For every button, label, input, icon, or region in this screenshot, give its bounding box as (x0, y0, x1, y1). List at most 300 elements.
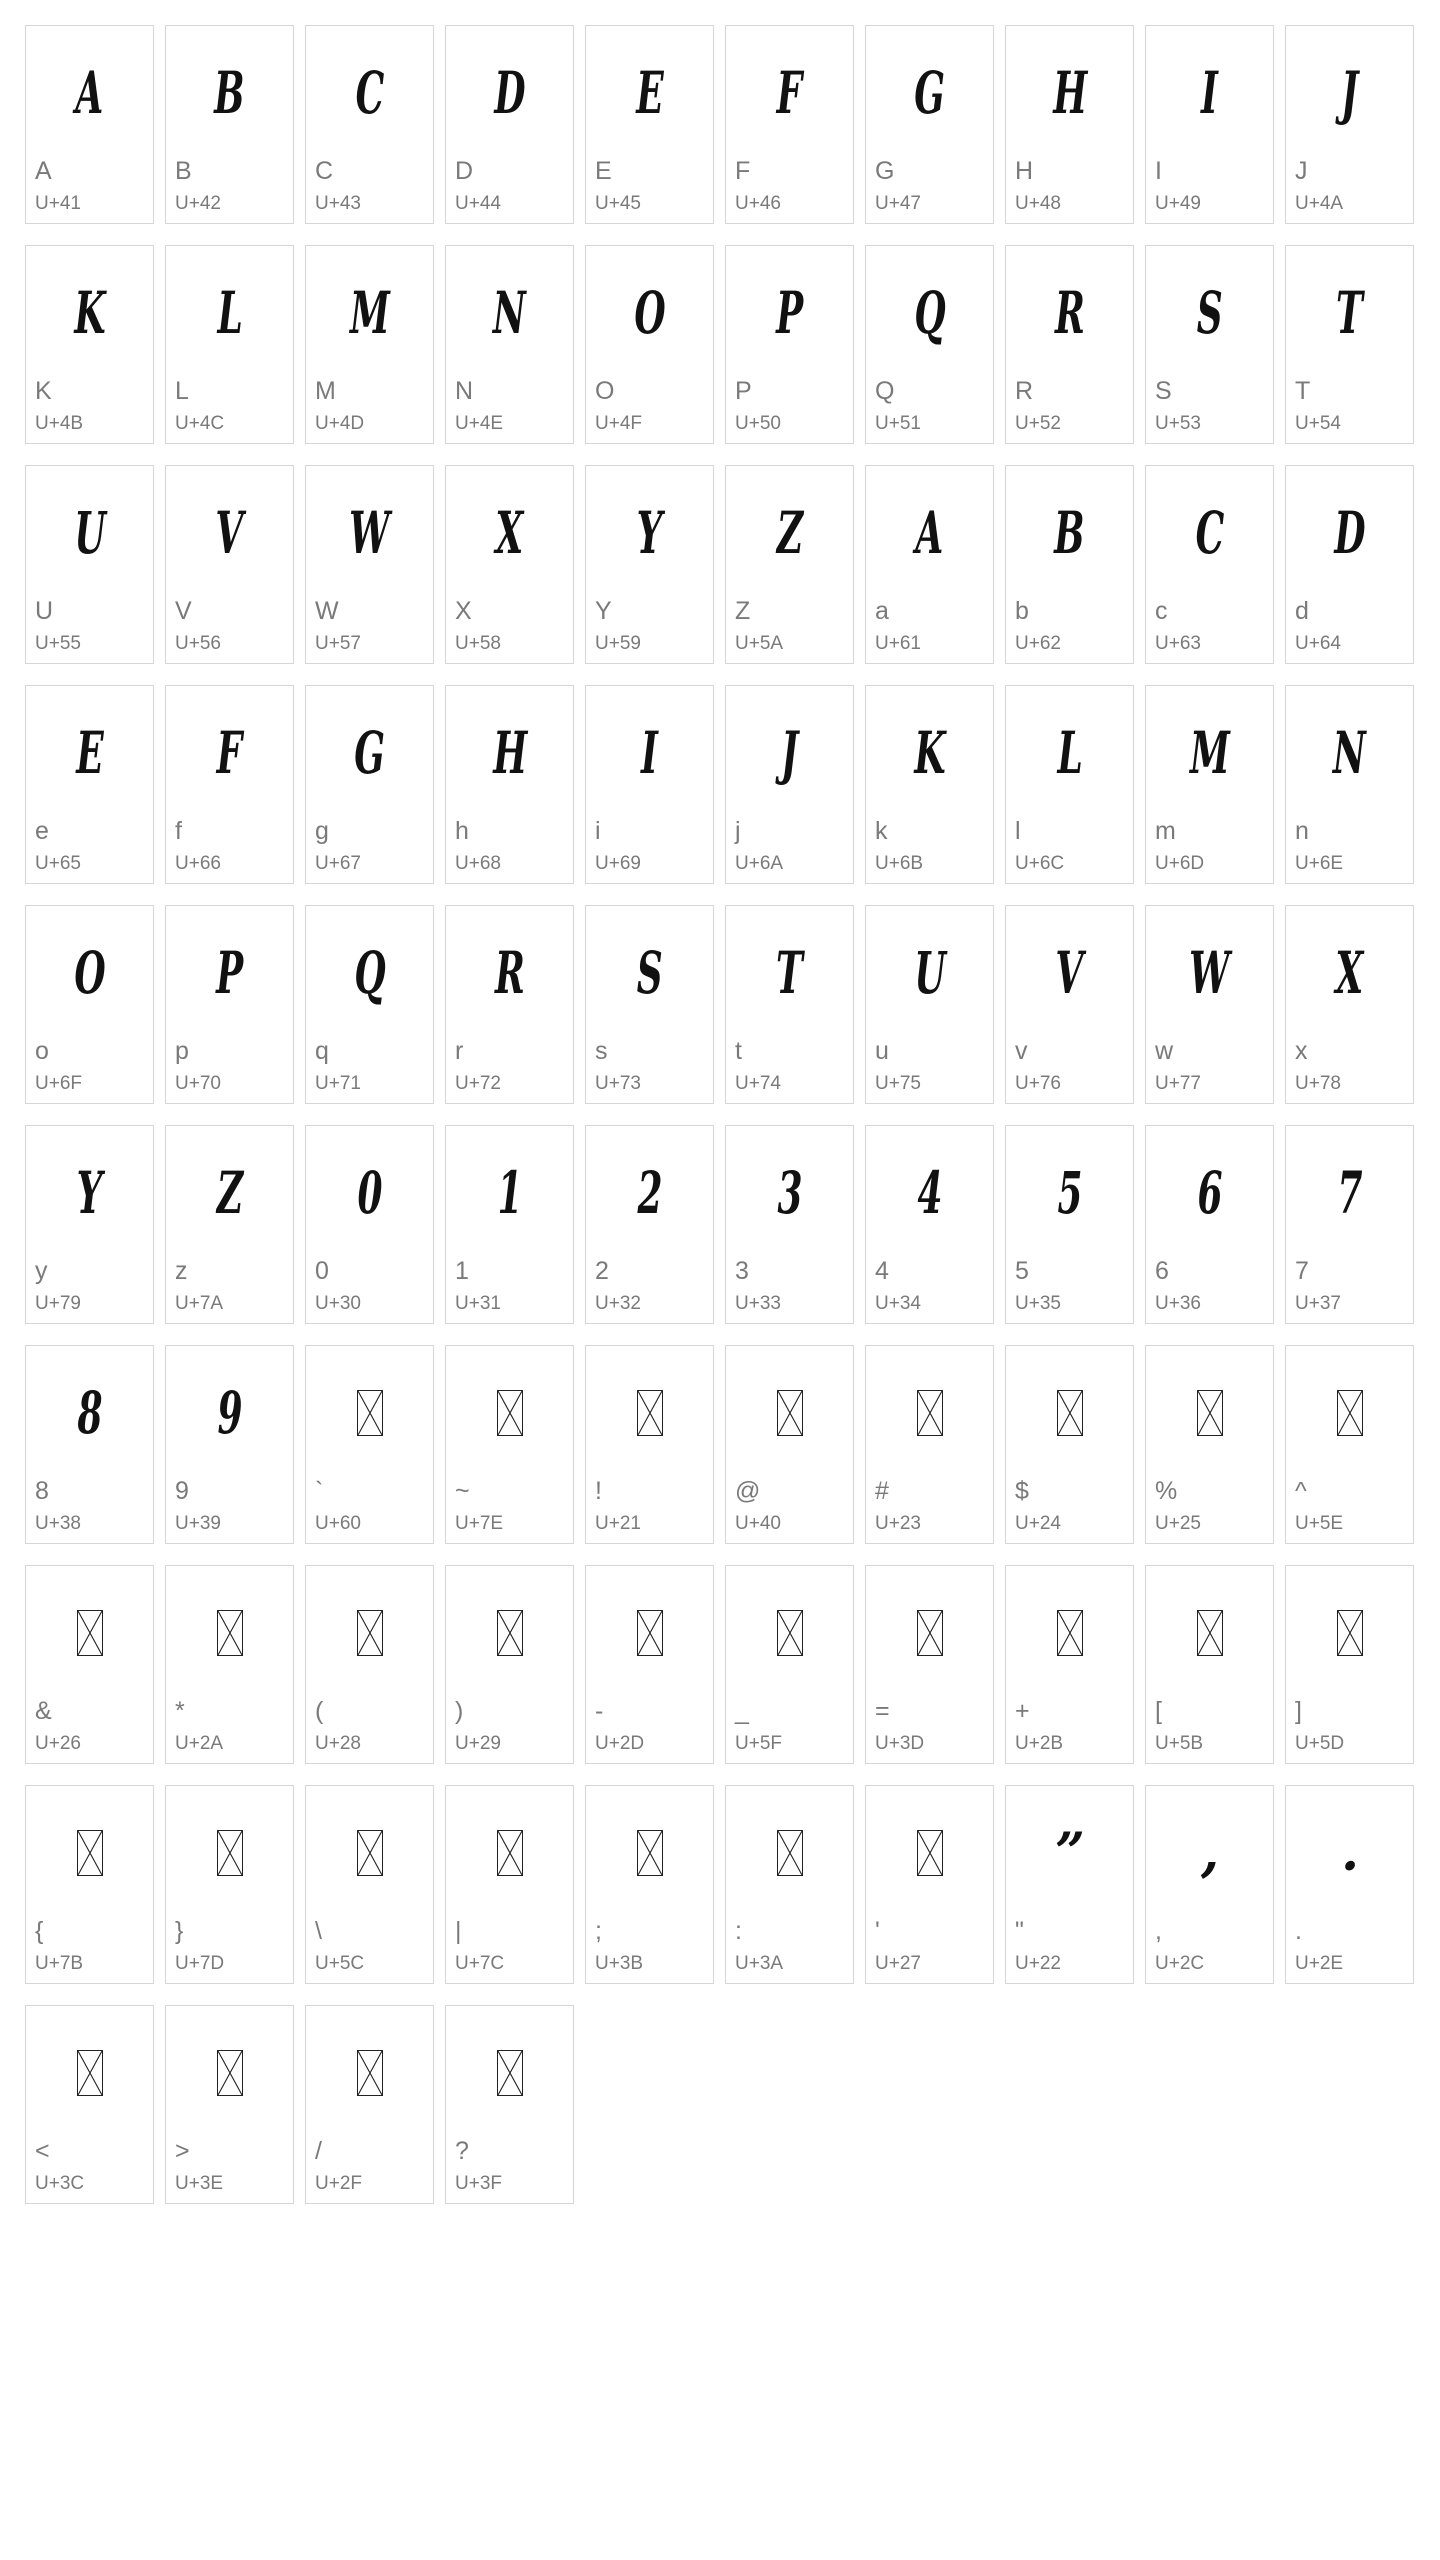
character-label: D (455, 157, 474, 185)
codepoint-label: U+7A (175, 1293, 224, 1314)
character-label: q (315, 1037, 329, 1065)
glyph-cell (305, 1565, 434, 1764)
glyph-sample: H (492, 719, 527, 787)
glyph-preview (26, 2028, 153, 2118)
glyph-preview (1286, 488, 1413, 578)
codepoint-label: U+7E (455, 1513, 504, 1534)
character-label: ! (595, 1477, 602, 1505)
codepoint-label: U+6E (1295, 853, 1344, 874)
glyph-preview (586, 1368, 713, 1458)
codepoint-label: U+7C (455, 1953, 505, 1974)
glyph-cell (725, 1565, 854, 1764)
glyph-preview (446, 488, 573, 578)
glyph-preview (26, 1808, 153, 1898)
character-label: a (875, 597, 889, 625)
glyph-sample: D (1334, 499, 1365, 567)
character-label: n (1295, 817, 1309, 845)
glyph-sample: L (1057, 719, 1082, 787)
character-label: N (455, 377, 474, 405)
codepoint-label: U+40 (735, 1513, 781, 1534)
glyph-preview (1006, 1808, 1133, 1898)
glyph-sample: H (1052, 59, 1087, 127)
glyph-cell (865, 685, 994, 884)
glyph-cell (305, 1785, 434, 1984)
codepoint-label: U+42 (175, 193, 221, 214)
glyph-sample: C (1195, 499, 1224, 567)
glyph-preview (1286, 1148, 1413, 1238)
glyph-cell (165, 685, 294, 884)
glyph-preview (306, 1368, 433, 1458)
missing-glyph-icon (77, 1610, 103, 1656)
glyph-preview (586, 928, 713, 1018)
glyph-cell (165, 465, 294, 664)
codepoint-label: U+41 (35, 193, 81, 214)
glyph-cell (725, 1345, 854, 1544)
character-label: g (315, 817, 329, 845)
codepoint-label: U+37 (1295, 1293, 1341, 1314)
character-label: ' (875, 1917, 880, 1945)
character-label: T (1295, 377, 1311, 405)
glyph-sample: 9 (217, 1379, 242, 1447)
codepoint-label: U+54 (1295, 413, 1341, 434)
codepoint-label: U+38 (35, 1513, 81, 1534)
character-label: L (175, 377, 189, 405)
character-label: b (1015, 597, 1029, 625)
character-label: i (595, 817, 601, 845)
missing-glyph-icon (1057, 1390, 1083, 1436)
character-label: B (175, 157, 192, 185)
character-label: ? (455, 2137, 469, 2165)
glyph-cell (165, 1125, 294, 1324)
codepoint-label: U+7B (35, 1953, 84, 1974)
glyph-cell (1145, 1125, 1274, 1324)
character-label: ) (455, 1697, 464, 1725)
codepoint-label: U+27 (875, 1953, 921, 1974)
glyph-sample: F (777, 59, 802, 127)
glyph-preview (1146, 1588, 1273, 1678)
glyph-sample: 3 (777, 1159, 802, 1227)
missing-glyph-icon (637, 1610, 663, 1656)
character-label: E (595, 157, 612, 185)
character-label: V (175, 597, 192, 625)
codepoint-label: U+78 (1295, 1073, 1341, 1094)
character-label: o (35, 1037, 49, 1065)
glyph-preview (1006, 488, 1133, 578)
glyph-cell (725, 465, 854, 664)
glyph-sample: J (781, 719, 798, 787)
glyph-preview (306, 708, 433, 798)
character-label: l (1015, 817, 1021, 845)
character-label: m (1155, 817, 1176, 845)
glyph-cell (1285, 465, 1414, 664)
glyph-cell (865, 1785, 994, 1984)
glyph-cell (165, 905, 294, 1104)
codepoint-label: U+59 (595, 633, 641, 654)
glyph-cell (165, 2005, 294, 2204)
missing-glyph-icon (77, 1830, 103, 1876)
glyph-sample: S (636, 939, 663, 1007)
character-label: U (35, 597, 54, 625)
codepoint-label: U+5E (1295, 1513, 1344, 1534)
glyph-cell (1005, 685, 1134, 884)
glyph-preview (1146, 708, 1273, 798)
glyph-cell (1145, 1345, 1274, 1544)
glyph-preview (1006, 1588, 1133, 1678)
glyph-preview (26, 48, 153, 138)
glyph-sample: 5 (1057, 1159, 1082, 1227)
glyph-preview (166, 48, 293, 138)
missing-glyph-icon (497, 2050, 523, 2096)
codepoint-label: U+5F (735, 1733, 782, 1754)
glyph-preview (446, 268, 573, 358)
glyph-preview (726, 1588, 853, 1678)
codepoint-label: U+76 (1015, 1073, 1061, 1094)
glyph-preview (446, 928, 573, 1018)
glyph-sample: O (74, 939, 105, 1007)
character-label: Z (735, 597, 751, 625)
glyph-sample: K (74, 279, 105, 347)
character-label: u (875, 1037, 889, 1065)
codepoint-label: U+49 (1155, 193, 1201, 214)
glyph-cell (1145, 905, 1274, 1104)
character-label: J (1295, 157, 1308, 185)
codepoint-label: U+2E (1295, 1953, 1344, 1974)
codepoint-label: U+4D (315, 413, 365, 434)
codepoint-label: U+25 (1155, 1513, 1201, 1534)
codepoint-label: U+23 (875, 1513, 921, 1534)
codepoint-label: U+4F (595, 413, 642, 434)
glyph-preview (586, 708, 713, 798)
glyph-sample: N (1333, 719, 1366, 787)
character-label: R (1015, 377, 1034, 405)
glyph-cell (445, 1785, 574, 1984)
codepoint-label: U+53 (1155, 413, 1201, 434)
codepoint-label: U+34 (875, 1293, 921, 1314)
character-label: t (735, 1037, 742, 1065)
character-label: p (175, 1037, 189, 1065)
codepoint-label: U+29 (455, 1733, 501, 1754)
codepoint-label: U+45 (595, 193, 641, 214)
glyph-preview (1146, 268, 1273, 358)
glyph-preview (866, 1588, 993, 1678)
glyph-cell (1005, 245, 1134, 444)
glyph-cell (585, 245, 714, 444)
character-label: $ (1015, 1477, 1029, 1505)
glyph-cell (305, 685, 434, 884)
character-label: z (175, 1257, 188, 1285)
glyph-cell (305, 245, 434, 444)
codepoint-label: U+31 (455, 1293, 501, 1314)
glyph-cell (1285, 905, 1414, 1104)
glyph-sample: D (494, 59, 525, 127)
missing-glyph-icon (1197, 1610, 1223, 1656)
glyph-sample: 6 (1197, 1159, 1222, 1227)
codepoint-label: U+4E (455, 413, 504, 434)
character-label: C (315, 157, 334, 185)
glyph-sample: G (914, 59, 945, 127)
glyph-sample: R (494, 939, 525, 1007)
glyph-preview (1286, 708, 1413, 798)
codepoint-label: U+68 (455, 853, 501, 874)
codepoint-label: U+44 (455, 193, 501, 214)
glyph-cell (445, 685, 574, 884)
glyph-sample: Y (636, 499, 663, 567)
missing-glyph-icon (1057, 1610, 1083, 1656)
codepoint-label: U+57 (315, 633, 361, 654)
glyph-preview (166, 1368, 293, 1458)
glyph-preview (586, 1148, 713, 1238)
glyph-sample: R (1054, 279, 1085, 347)
character-label: @ (735, 1477, 761, 1505)
codepoint-label: U+56 (175, 633, 221, 654)
codepoint-label: U+3A (735, 1953, 784, 1974)
codepoint-label: U+77 (1155, 1073, 1201, 1094)
character-label: % (1155, 1477, 1178, 1505)
glyph-sample: I (1201, 59, 1218, 127)
glyph-cell (1285, 25, 1414, 224)
codepoint-label: U+72 (455, 1073, 501, 1094)
character-label: ] (1295, 1697, 1302, 1725)
glyph-sample: 7 (1337, 1159, 1362, 1227)
codepoint-label: U+61 (875, 633, 921, 654)
codepoint-label: U+74 (735, 1073, 781, 1094)
missing-glyph-icon (1337, 1610, 1363, 1656)
codepoint-label: U+3B (595, 1953, 644, 1974)
character-label: " (1015, 1917, 1024, 1945)
codepoint-label: U+4C (175, 413, 225, 434)
missing-glyph-icon (357, 2050, 383, 2096)
glyph-sample: B (1054, 499, 1085, 567)
glyph-preview (1286, 268, 1413, 358)
glyph-cell (305, 25, 434, 224)
glyph-cell (25, 1565, 154, 1764)
glyph-preview (1006, 1148, 1133, 1238)
character-label: = (875, 1697, 890, 1725)
glyph-cell (25, 1345, 154, 1544)
glyph-cell (725, 1125, 854, 1324)
glyph-sample: 8 (77, 1379, 102, 1447)
glyph-cell (1005, 465, 1134, 664)
glyph-preview (1286, 1588, 1413, 1678)
codepoint-label: U+5B (1155, 1733, 1204, 1754)
codepoint-label: U+6F (35, 1073, 82, 1094)
glyph-cell (305, 905, 434, 1104)
glyph-cell (1145, 1785, 1274, 1984)
codepoint-label: U+22 (1015, 1953, 1061, 1974)
glyph-preview (726, 1368, 853, 1458)
glyph-preview (1006, 708, 1133, 798)
glyph-cell (445, 465, 574, 664)
glyph-sample: E (76, 719, 103, 787)
character-label: 7 (1295, 1257, 1309, 1285)
character-label: > (175, 2137, 190, 2165)
glyph-preview (726, 928, 853, 1018)
glyph-preview (726, 1808, 853, 1898)
glyph-preview (446, 2028, 573, 2118)
glyph-sample: E (636, 59, 663, 127)
glyph-sample: U (914, 939, 945, 1007)
glyph-cell (865, 1125, 994, 1324)
character-label: P (735, 377, 752, 405)
character-label: , (1155, 1917, 1162, 1945)
codepoint-label: U+60 (315, 1513, 361, 1534)
character-label: 9 (175, 1477, 189, 1505)
character-label: H (1015, 157, 1034, 185)
codepoint-label: U+30 (315, 1293, 361, 1314)
glyph-cell (1005, 25, 1134, 224)
glyph-sample: Y (76, 1159, 103, 1227)
codepoint-label: U+55 (35, 633, 81, 654)
character-label: ` (315, 1477, 324, 1505)
character-label: 0 (315, 1257, 329, 1285)
glyph-sample: T (776, 939, 803, 1007)
codepoint-label: U+28 (315, 1733, 361, 1754)
glyph-preview (306, 1808, 433, 1898)
codepoint-label: U+4B (35, 413, 84, 434)
missing-glyph-icon (497, 1390, 523, 1436)
character-label: * (175, 1697, 185, 1725)
glyph-preview (726, 48, 853, 138)
glyph-preview (726, 268, 853, 358)
glyph-cell (1285, 245, 1414, 444)
glyph-preview (726, 708, 853, 798)
character-label: ~ (455, 1477, 470, 1505)
character-label: . (1295, 1917, 1302, 1945)
codepoint-label: U+35 (1015, 1293, 1061, 1314)
glyph-preview (166, 1148, 293, 1238)
glyph-sample: T (1336, 279, 1363, 347)
character-label: & (35, 1697, 52, 1725)
codepoint-label: U+5D (1295, 1733, 1345, 1754)
glyph-preview (306, 488, 433, 578)
glyph-preview (866, 488, 993, 578)
codepoint-label: U+21 (595, 1513, 641, 1534)
glyph-sample: L (217, 279, 242, 347)
glyph-cell (1285, 1125, 1414, 1324)
codepoint-label: U+75 (875, 1073, 921, 1094)
glyph-preview (166, 268, 293, 358)
character-label: | (455, 1917, 462, 1945)
glyph-sample: ” (1055, 1822, 1084, 1883)
codepoint-label: U+46 (735, 193, 781, 214)
codepoint-label: U+32 (595, 1293, 641, 1314)
glyph-preview (166, 2028, 293, 2118)
glyph-preview (306, 1588, 433, 1678)
glyph-preview (306, 48, 433, 138)
glyph-preview (1006, 1368, 1133, 1458)
glyph-sample: W (1189, 939, 1230, 1007)
character-label: Q (875, 377, 895, 405)
codepoint-label: U+7D (175, 1953, 225, 1974)
glyph-preview (166, 1808, 293, 1898)
codepoint-label: U+6A (735, 853, 784, 874)
codepoint-label: U+2F (315, 2173, 362, 2194)
character-label: } (175, 1917, 184, 1945)
glyph-preview (26, 928, 153, 1018)
glyph-cell (305, 1345, 434, 1544)
glyph-cell (1285, 685, 1414, 884)
glyph-preview (726, 488, 853, 578)
glyph-cell (445, 1565, 574, 1764)
codepoint-label: U+52 (1015, 413, 1061, 434)
character-label: f (175, 817, 182, 845)
glyph-sample: P (776, 279, 803, 347)
glyph-preview (1146, 48, 1273, 138)
glyph-cell (25, 1785, 154, 1984)
codepoint-label: U+51 (875, 413, 921, 434)
missing-glyph-icon (217, 2050, 243, 2096)
glyph-preview (586, 1588, 713, 1678)
character-label: I (1155, 157, 1162, 185)
character-label: s (595, 1037, 608, 1065)
glyph-preview (1006, 48, 1133, 138)
glyph-cell (865, 245, 994, 444)
glyph-preview (1146, 1808, 1273, 1898)
codepoint-label: U+50 (735, 413, 781, 434)
missing-glyph-icon (357, 1390, 383, 1436)
glyph-sample: C (355, 59, 384, 127)
character-label: k (875, 817, 888, 845)
glyph-cell (725, 1785, 854, 1984)
glyph-preview (306, 2028, 433, 2118)
glyph-sample: M (349, 279, 390, 347)
glyph-preview (446, 1148, 573, 1238)
character-label: w (1155, 1037, 1174, 1065)
glyph-sample: G (354, 719, 385, 787)
glyph-cell (165, 25, 294, 224)
codepoint-label: U+71 (315, 1073, 361, 1094)
codepoint-label: U+36 (1155, 1293, 1201, 1314)
character-label: \ (315, 1917, 322, 1945)
glyph-cell (445, 245, 574, 444)
missing-glyph-icon (777, 1830, 803, 1876)
glyph-sample: A (75, 59, 104, 127)
missing-glyph-icon (637, 1390, 663, 1436)
glyph-preview (1146, 928, 1273, 1018)
missing-glyph-icon (917, 1390, 943, 1436)
character-label: 5 (1015, 1257, 1029, 1285)
glyph-sample: 0 (357, 1159, 382, 1227)
glyph-cell (725, 905, 854, 1104)
character-label: 6 (1155, 1257, 1169, 1285)
character-label: j (735, 817, 741, 845)
character-label: F (735, 157, 751, 185)
glyph-cell (585, 1565, 714, 1764)
glyph-cell (305, 2005, 434, 2204)
character-label: O (595, 377, 615, 405)
glyph-preview (866, 1148, 993, 1238)
codepoint-label: U+66 (175, 853, 221, 874)
glyph-cell (865, 905, 994, 1104)
character-label: K (35, 377, 52, 405)
glyph-cell (25, 1125, 154, 1324)
glyph-cell (1285, 1345, 1414, 1544)
glyph-cell (585, 1345, 714, 1544)
character-label: 4 (875, 1257, 889, 1285)
glyph-sample: V (1055, 939, 1084, 1007)
glyph-sample: W (349, 499, 390, 567)
glyph-cell (1145, 1565, 1274, 1764)
glyph-cell (585, 25, 714, 224)
glyph-sample: K (914, 719, 945, 787)
codepoint-label: U+3E (175, 2173, 224, 2194)
glyph-preview (866, 928, 993, 1018)
missing-glyph-icon (77, 2050, 103, 2096)
missing-glyph-icon (917, 1830, 943, 1876)
glyph-sample: V (215, 499, 244, 567)
glyph-preview (866, 48, 993, 138)
character-label: < (35, 2137, 50, 2165)
